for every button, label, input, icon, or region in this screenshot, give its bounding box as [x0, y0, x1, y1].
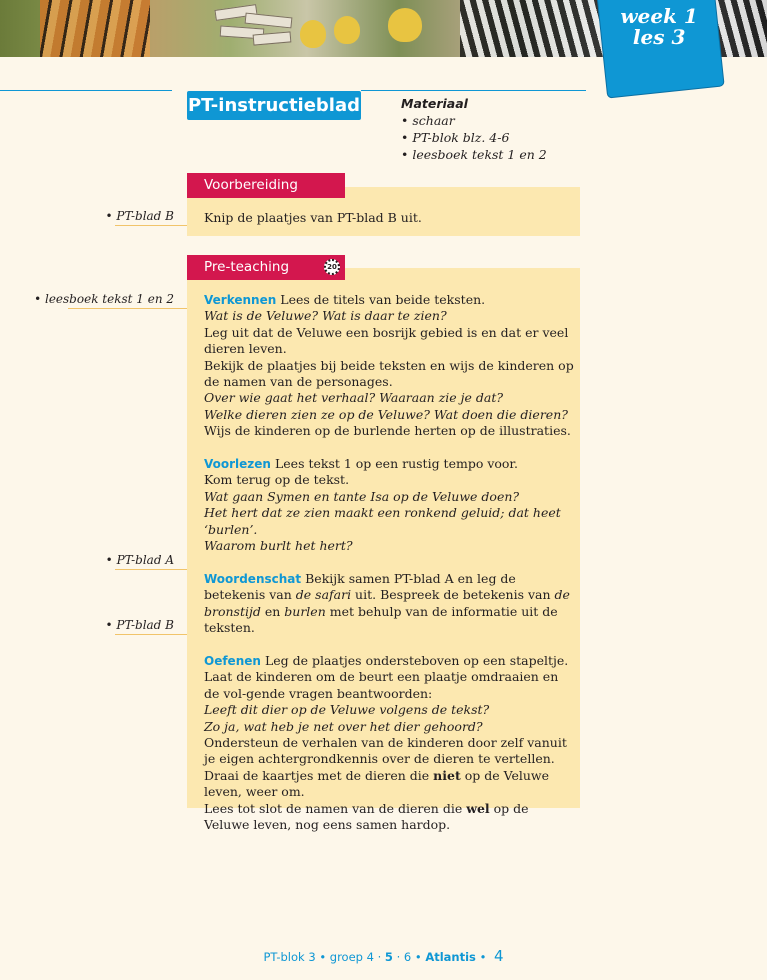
instruction-line	[204, 669, 574, 702]
margin-connector	[115, 225, 187, 226]
verkennen-margin-note: • leesboek tekst 1 en 2	[34, 292, 174, 306]
instruction-line	[204, 571, 574, 637]
voorlezen-keyword: Voorlezen	[204, 457, 271, 472]
instruction-text: Welke dieren zien ze op de Veluwe? Wat doen die dieren?	[204, 406, 568, 422]
instruction-line	[204, 325, 574, 358]
materials-list	[401, 95, 547, 163]
instruction-text: de bronstijd	[204, 587, 570, 619]
instruction-line	[204, 358, 574, 391]
materials-heading: Materiaal	[401, 96, 468, 111]
voorlezen-block	[204, 456, 574, 554]
instruction-text: Waarom burlt het hert?	[204, 538, 353, 554]
materials-item: • PT-blok blz. 4-6	[401, 130, 510, 145]
instruction-line	[204, 456, 574, 472]
instruction-text: Bekijk de plaatjes bij beide teksten en wijs de kinderen op de namen van de personages.	[204, 357, 574, 390]
instruction-text: Leg de plaatjes ondersteboven op een stapeltje.	[264, 652, 569, 668]
instruction-line	[204, 308, 574, 324]
margin-connector	[115, 634, 187, 635]
signpost-photo	[215, 5, 295, 45]
footer-block: PT-blok 3	[263, 950, 316, 964]
instruction-text: niet	[433, 767, 461, 783]
footer-group-suffix: · 6	[396, 950, 412, 964]
instruction-line	[204, 423, 574, 439]
instruction-text: op de Veluwe leven, nog eens samen hardop.	[204, 800, 529, 832]
instruction-text: uit. Bespreek de betekenis van	[351, 587, 555, 603]
instruction-line	[204, 768, 574, 801]
oefenen-block	[204, 653, 574, 833]
instruction-text: Lees tot slot de namen van de dieren die	[204, 800, 467, 816]
lesson-label: les 3	[632, 24, 686, 49]
instruction-line	[204, 390, 574, 406]
preteaching-text	[204, 292, 574, 833]
woordenschat-block	[204, 571, 574, 637]
page-footer	[0, 947, 767, 965]
instruction-text: Leeft dit dier op de Veluwe volgens de tekst?	[204, 702, 490, 718]
page-title: PT-instructieblad	[187, 91, 361, 120]
instruction-line	[204, 702, 574, 718]
instruction-text: Over wie gaat het verhaal? Waaraan zie je dat?	[204, 390, 504, 406]
instruction-text: Wat gaan Symen en tante Isa op de Veluwe doen?	[204, 488, 520, 504]
oefenen-margin-note: • PT-blad B	[105, 618, 174, 632]
footer-method: Atlantis	[425, 950, 476, 964]
instruction-text: Bekijk samen PT-blad A en leg de betekenis van	[204, 570, 516, 603]
instruction-line	[204, 505, 574, 538]
preteaching-heading: Pre-teaching	[187, 255, 345, 280]
instruction-text: Het hert dat ze zien maakt een ronkend geluid; dat heet ‘burlen’.	[204, 505, 561, 537]
week-label: week 1	[620, 3, 698, 28]
duration-badge: 20	[324, 259, 340, 275]
instruction-text: op de Veluwe leven, weer om.	[204, 767, 550, 800]
tiger-photo	[40, 0, 150, 57]
instruction-line	[204, 538, 574, 554]
instruction-text: Draai de kaartjes met de dieren die	[204, 767, 434, 783]
instruction-text: Kom terug op de tekst.	[204, 472, 350, 488]
instruction-text: Lees tekst 1 op een rustig tempo voor.	[274, 456, 519, 472]
materials-item: • schaar	[401, 113, 455, 128]
instruction-text: burlen	[284, 603, 326, 619]
instruction-text: wel	[466, 800, 490, 816]
instruction-line	[204, 719, 574, 735]
week-lesson-tab	[598, 0, 724, 97]
instruction-line	[204, 801, 574, 834]
title-rule-left	[0, 90, 172, 91]
woordenschat-keyword: Woordenschat	[204, 571, 302, 586]
page-number: 4	[494, 947, 504, 965]
materials-item: • leesboek tekst 1 en 2	[401, 147, 547, 162]
footer-separator: •	[414, 950, 422, 964]
instruction-line	[204, 735, 574, 768]
oefenen-keyword: Oefenen	[204, 653, 261, 668]
instruction-text: Leg uit dat de Veluwe een bosrijk gebied is en dat er veel dieren leven.	[204, 324, 569, 357]
instruction-line	[204, 292, 574, 308]
instruction-line	[204, 653, 574, 669]
woordenschat-margin-note: • PT-blad A	[105, 553, 174, 567]
instruction-text: en	[260, 603, 285, 619]
instruction-text: Wat is de Veluwe? Wat is daar te zien?	[204, 308, 447, 324]
footer-separator: •	[319, 950, 327, 964]
margin-connector	[68, 308, 187, 309]
instruction-line	[204, 489, 574, 505]
instruction-text: Laat de kinderen om de beurt een plaatje omdraaien en de vol-gende vragen beantwoorden:	[204, 669, 559, 701]
verkennen-keyword: Verkennen	[204, 293, 277, 307]
preparation-margin-note: • PT-blad B	[105, 209, 174, 223]
instruction-text: de safari	[295, 587, 352, 603]
footer-group-prefix: groep 4 ·	[329, 950, 382, 964]
margin-connector	[115, 569, 187, 570]
instruction-text: Wijs de kinderen op de burlende herten op de illustraties.	[204, 423, 571, 439]
instruction-line	[204, 472, 574, 488]
instruction-text: Zo ja, wat heb je net over het dier gehoord?	[204, 718, 483, 734]
instruction-text: met behulp van de informatie uit de teksten.	[204, 603, 558, 636]
preparation-heading: Voorbereiding	[187, 173, 345, 198]
preparation-text: Knip de plaatjes van PT-blad B uit.	[204, 210, 422, 225]
instruction-text: Lees de titels van beide teksten.	[280, 292, 486, 307]
footer-group-current: 5	[384, 950, 393, 964]
footer-separator: •	[479, 950, 487, 964]
title-rule-right	[361, 90, 586, 91]
verkennen-block	[204, 292, 574, 440]
instruction-text: Ondersteun de verhalen van de kinderen door zelf vanuit je eigen achtergrondkennis over de dieren te vertellen.	[204, 734, 567, 767]
instruction-line	[204, 407, 574, 423]
